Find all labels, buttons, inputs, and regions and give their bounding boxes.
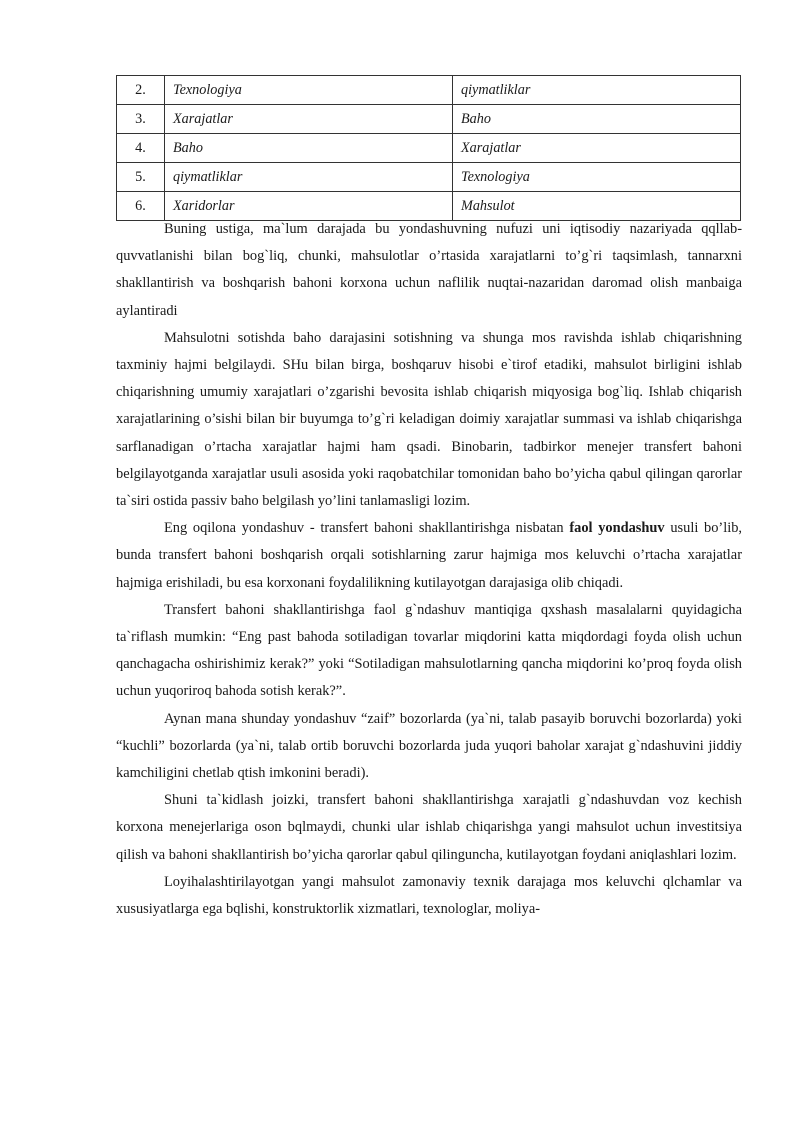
paragraph: Shuni ta`kidlash joizki, transfert bahoni shakllantirishga xarajatli g`ndashuvdan voz kechish korxona menejerlariga oson bqlmaydi, chunki ular ishlab chiqarishga yangi mahsulot uchun investitsiya qilish va bahoni shakllantirish bo’yicha qarorlar qabul qilinguncha, kutilayotgan foydani aniqlashlari lozim. <box>116 792 742 863</box>
table-cell: Xarajatlar <box>453 134 741 163</box>
row-number: 6. <box>117 192 165 221</box>
paragraph: Aynan mana shunday yondashuv “zaif” bozorlarda (ya`ni, talab pasayib boruvchi bozorlarda) yoki “kuchli” bozorlarda (ya`ni, talab ortib boruvchi bozorlarda juda yuqori baholar xarajat g`ndashuvini jiddiy kamchiligini chetlab qtish imkonini beradi). <box>116 710 742 782</box>
table-row <box>117 105 741 134</box>
table-cell: Texnologiya <box>165 76 453 105</box>
table-row <box>117 134 741 163</box>
table-row <box>117 76 741 105</box>
table-cell: Mahsulot <box>453 192 741 221</box>
row-number: 3. <box>117 105 165 134</box>
paragraph-text: usuli bo’lib, bunda transfert bahoni boshqarish orqali sotishlarning zarur hajmiga mos keluvchi o’rtacha xarajatlar hajmiga erishiladi, bu esa korxonani foydalilikning kutilayotgan darajasiga olib chiqadi. <box>116 520 742 591</box>
paragraph: Buning ustiga, ma`lum darajada bu yondashuvning nufuzi uni iqtisodiy nazariyada qqllab-quvvatlanishi bilan bog`liq, chunki, mahsulotlar o’rtasida xarajatlarni to’g`ri taqsimlash, tannarxni shakllantirish va boshqarish bahoni korxona uchun naflilik nuqtai-nazaridan daromad olish manbaiga aylantiradi <box>116 221 742 319</box>
table-cell: qiymatliklar <box>165 163 453 192</box>
table-cell: Texnologiya <box>453 163 741 192</box>
paragraph: Transfert bahoni shakllantirishga faol g`ndashuv mantiqiga qxshash masalalarni quyidagicha ta`riflash mumkin: “Eng past bahoda sotiladigan tovarlar miqdorini katta miqdordagi foyda olish uchun qanchagacha oshirishimiz kerak?” yoki “Sotiladigan mahsulotlarning qancha miqdorini ko’proq foyda olish uchun yuqoriroq bahoda sotish kerak?”. <box>116 601 742 700</box>
table-cell: Xarajatlar <box>165 105 453 134</box>
paragraph: Mahsulotni sotishda baho darajasini sotishning va shunga mos ravishda ishlab chiqarishning taxminiy hajmi belgilaydi. SHu bilan birga, boshqaruv hisobi e`tirof etadiki, mahsulot birligini ishlab chiqarishning umumiy xarajatlari o’zgarishi bevosita ishlab chiqarish miqyosiga bog`liq. Ishlab chiqarish xarajatlarining o’sishi bilan bir buyumga to’g`ri keladigan doimiy xarajatlar summasi va ishlab chiqarishga sarflanadigan o’rtacha xarajatlar hajmi ham qsadi. Binobarin, tadbirkor menejer transfert bahoni belgilayotganda xarajatlar usuli asosida yoki raqobatchilar tomonidan baho bo’yicha qabul qilingan qarorlar ta`siri ostida passiv baho belgilash yo’lini tanlamasligi lozim. <box>116 329 742 510</box>
comparison-table <box>116 75 741 221</box>
table-cell: Xaridorlar <box>165 192 453 221</box>
paragraph-text: Eng oqilona yondashuv - transfert bahoni shakllantirishga nisbatan <box>164 520 570 537</box>
table-row <box>117 163 741 192</box>
table-cell: Baho <box>453 105 741 134</box>
row-number: 4. <box>117 134 165 163</box>
row-number: 2. <box>117 76 165 105</box>
paragraph <box>116 515 742 597</box>
paragraph: Loyihalashtirilayotgan yangi mahsulot zamonaviy texnik darajaga mos keluvchi qlchamlar va xususiyatlarga ega bqlishi, konstruktorlik xizmatlari, texnologlar, moliya- <box>116 873 742 918</box>
table-cell: Baho <box>165 134 453 163</box>
table-cell: qiymatliklar <box>453 76 741 105</box>
body-text <box>116 216 742 923</box>
row-number: 5. <box>117 163 165 192</box>
bold-term: faol yondashuv <box>569 520 665 537</box>
